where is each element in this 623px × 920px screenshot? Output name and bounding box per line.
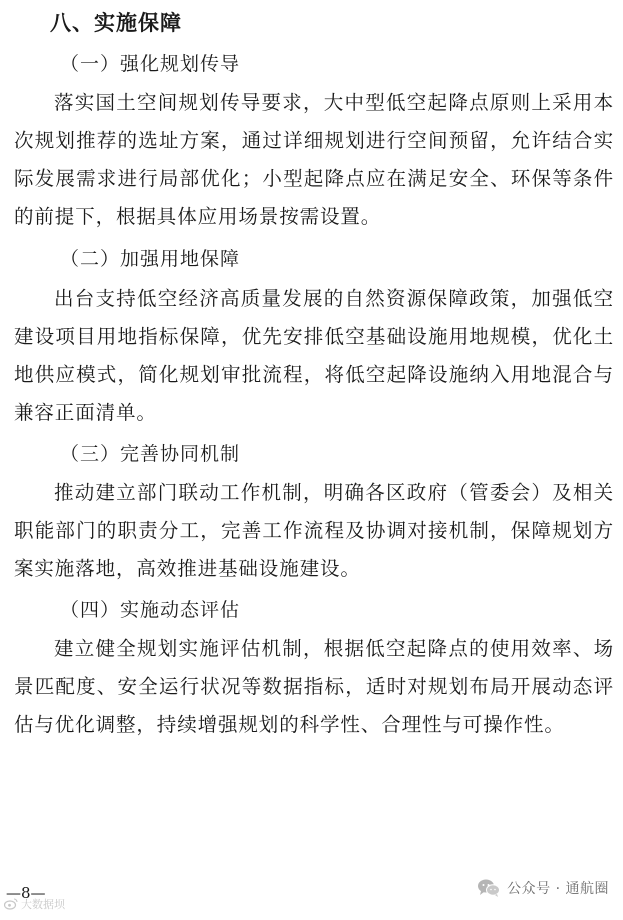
subsection-1-heading: （一）强化规划传导 xyxy=(60,53,241,75)
watermark-left-text: 大数据坝 xyxy=(21,898,65,911)
subsection-3-heading: （三）完善协同机制 xyxy=(60,443,241,465)
wechat-icon xyxy=(477,878,501,898)
subsection-4-heading: （四）实施动态评估 xyxy=(60,599,241,621)
section-title: 八、实施保障 xyxy=(50,11,182,35)
subsection-3-paragraph: 推动建立部门联动工作机制，明确各区政府（管委会）及相关职能部门的职责分工，完善工作流程及协调对接机制，保障规划方案实施落地，高效推进基础设施建设。 xyxy=(14,481,614,580)
subsection-2-heading: （二）加强用地保障 xyxy=(60,248,241,270)
subsection-1-paragraph: 落实国土空间规划传导要求，大中型低空起降点原则上采用本次规划推荐的选址方案，通过详细规划进行空间预留，允许结合实际发展需求进行局部优化；小型起降点应在满足安全、环保等条件的前提下，根据具体应用场景按需设置。 xyxy=(14,91,614,228)
page-number: —8— xyxy=(6,884,46,902)
watermark-right xyxy=(477,878,609,898)
subsection-4-paragraph: 建立健全规划实施评估机制，根据低空起降点的使用效率、场景匹配度、安全运行状况等数据指标，适时对规划布局开展动态评估与优化调整，持续增强规划的科学性、合理性与可操作性。 xyxy=(14,637,614,736)
weibo-icon xyxy=(4,898,18,910)
subsection-2-paragraph: 出台支持低空经济高质量发展的自然资源保障政策，加强低空建设项目用地指标保障，优先安排低空基础设施用地规模，优化土地供应模式，简化规划审批流程，将低空起降设施纳入用地混合与兼容正面清单。 xyxy=(14,287,614,424)
watermark-left xyxy=(4,896,65,912)
watermark-account-text: 公众号 · 通航圈 xyxy=(507,881,609,897)
